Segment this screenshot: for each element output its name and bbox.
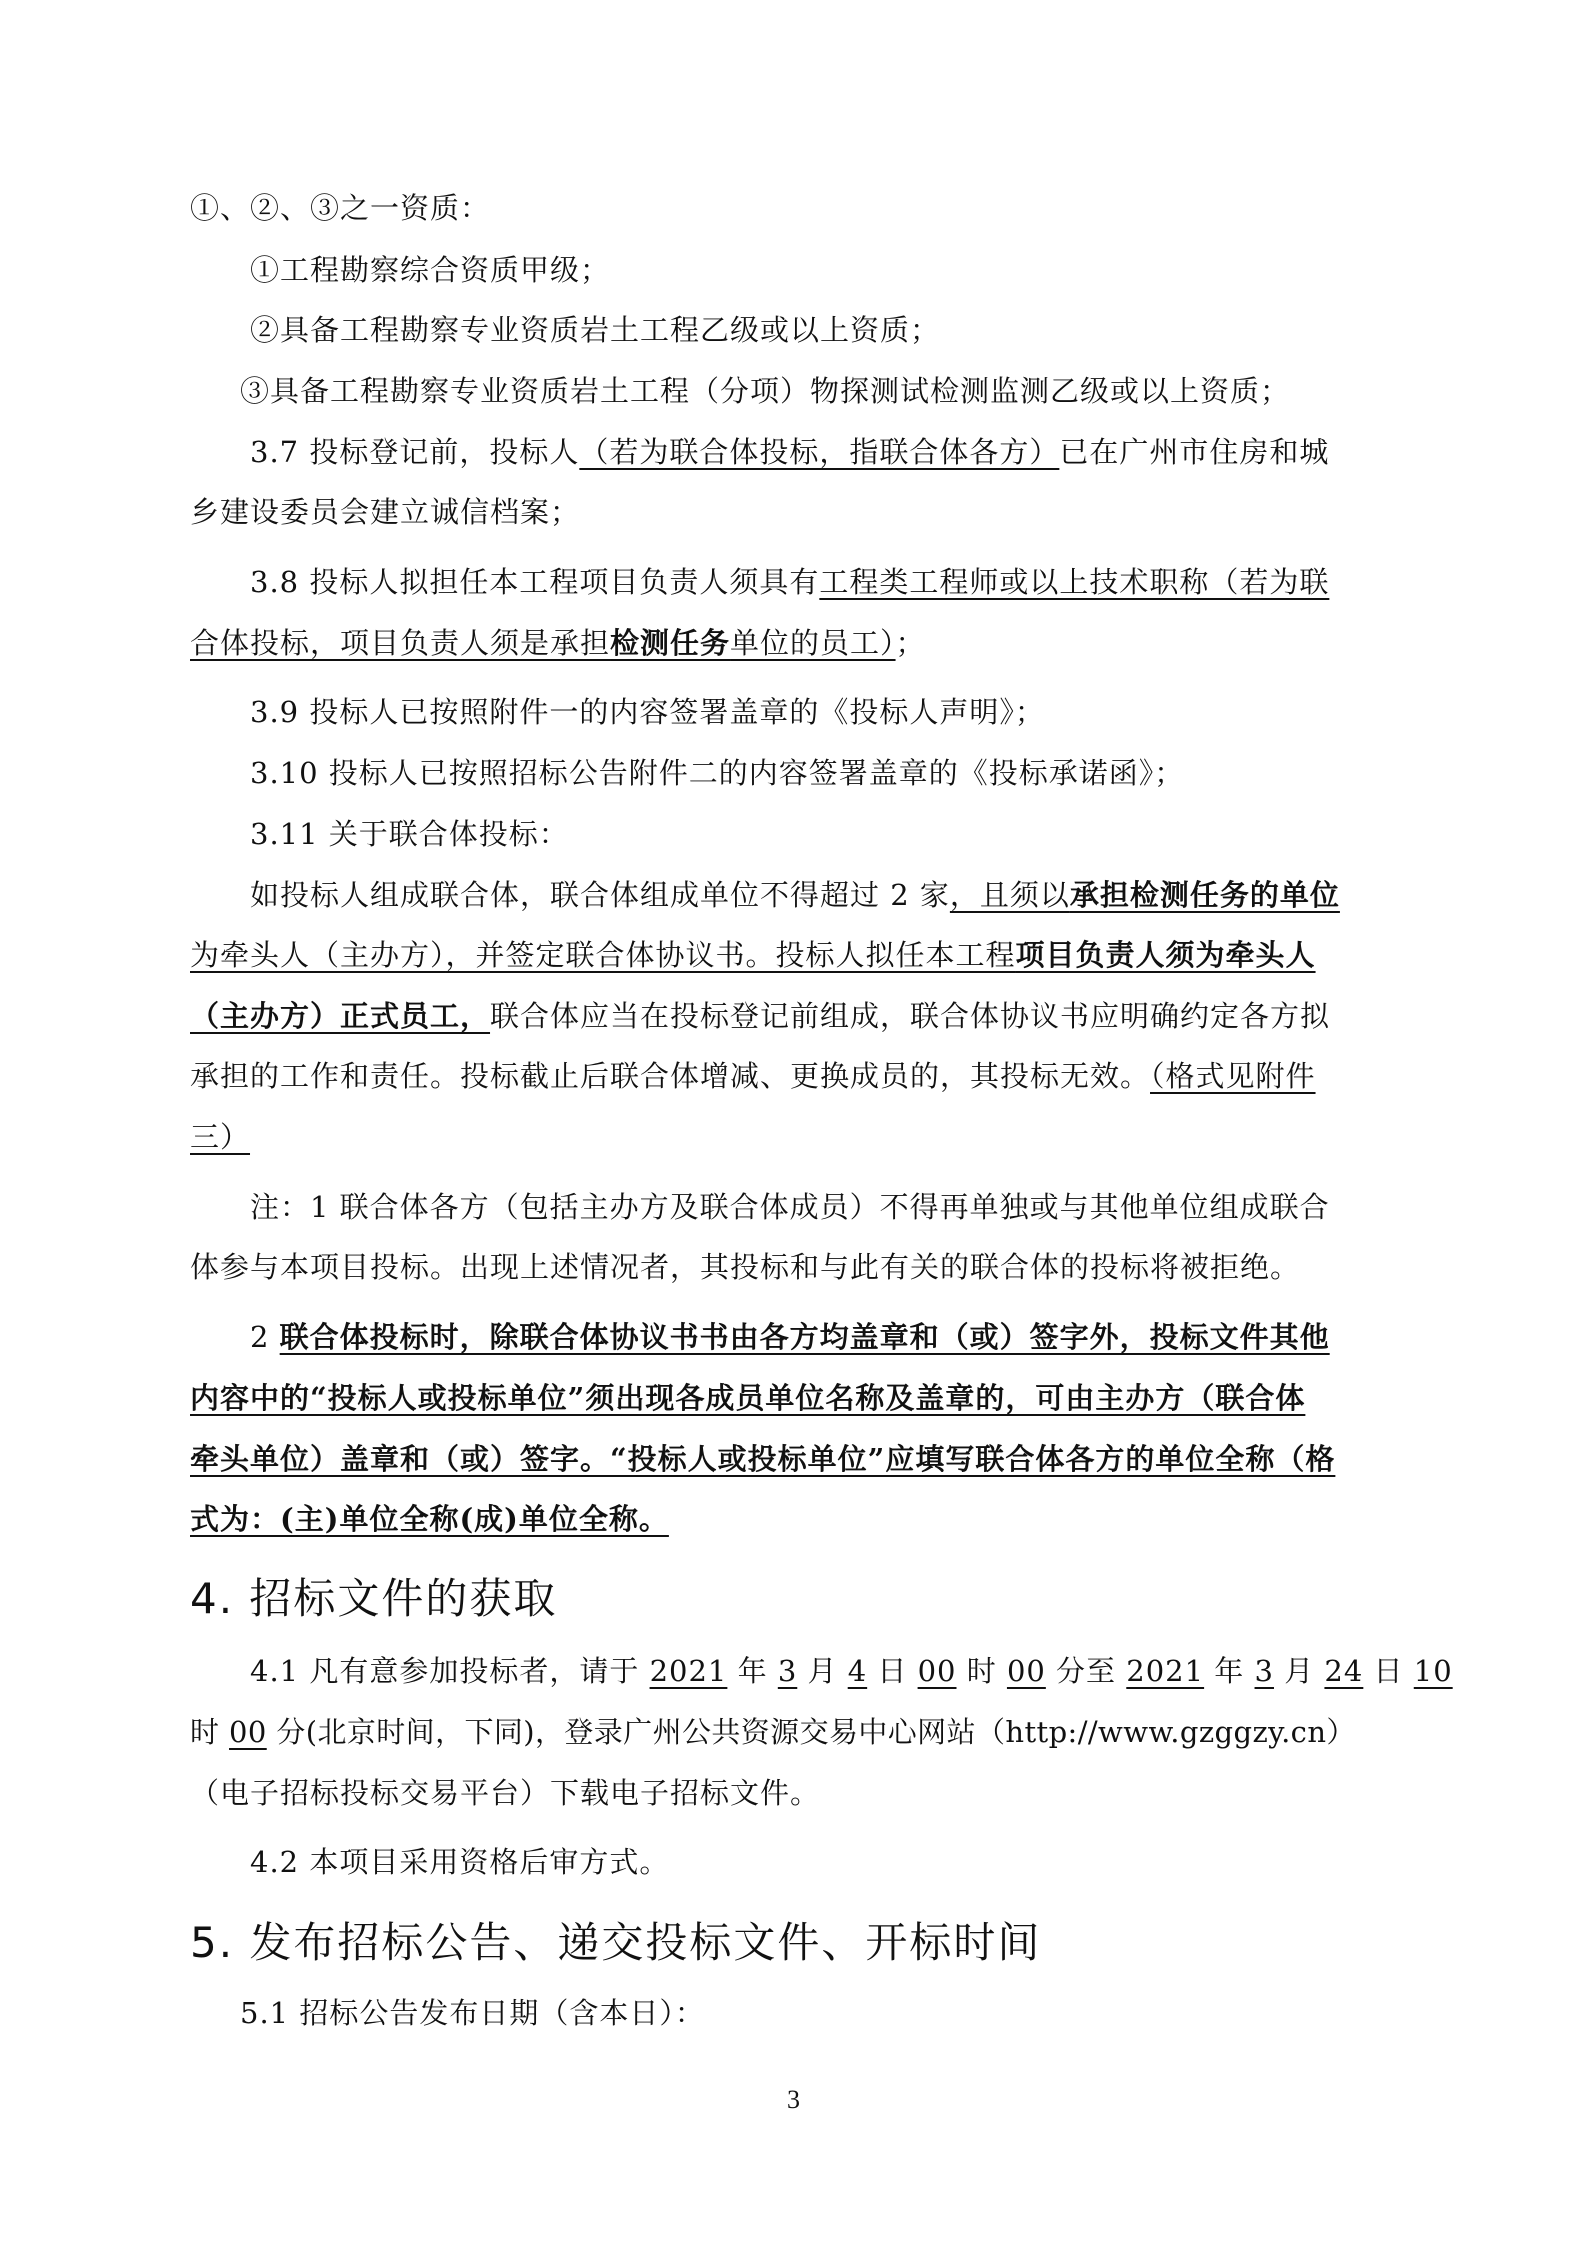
- clause-3-11-l3c: 联合体应当在投标登记前组成，联合体协议书应明确约定各方拟: [490, 999, 1331, 1033]
- c41-m1l: 年: [727, 1654, 778, 1688]
- clause-3-11-line2: [190, 933, 1316, 977]
- clause-3-8-underlined-c: 合体投标，项目负责人须是承担: [190, 626, 611, 660]
- clause-3-8-end: ；: [895, 626, 926, 660]
- c41-m2l: 年: [1204, 1654, 1255, 1688]
- clause-3-8-underlined: 工程类工程师或以上技术职称（若为联: [819, 565, 1330, 599]
- note-2-line3: 牵头单位）盖章和（或）签字。“投标人或投标单位”应填写联合体各方的单位全称（格: [190, 1442, 1336, 1476]
- c41-l2a: 时: [190, 1715, 230, 1749]
- clause-3-11-l3a: （主办方）正式员工: [190, 999, 461, 1033]
- qual-1: ①工程勘察综合资质甲级；: [250, 253, 611, 287]
- note-2-line4: 式为：(主)单位全称(成)单位全称。: [190, 1502, 669, 1536]
- clause-3-11-l4a: 承担的工作和责任。投标截止后联合体增减、更换成员的，其投标无效。: [190, 1059, 1151, 1093]
- qual-2: ②具备工程勘察专业资质岩土工程乙级或以上资质；: [250, 313, 941, 347]
- c41-mi1l: 时: [956, 1654, 1007, 1688]
- c41-to: 分至: [1045, 1654, 1127, 1688]
- c41-h2l: 日: [1363, 1654, 1414, 1688]
- clause-3-7: [250, 430, 1329, 474]
- c41-h2: 10: [1413, 1654, 1453, 1688]
- c41-d1l: 月: [797, 1654, 848, 1688]
- clause-3-11-l5: 三）: [190, 1120, 251, 1154]
- clause-3-8-bold: 检测任务: [610, 626, 731, 660]
- c41-h1: 00: [917, 1654, 957, 1688]
- note-1-line1: 注：1 联合体各方（包括主办方及联合体成员）不得再单独或与其他单位组成联合: [250, 1190, 1330, 1224]
- clause-3-11-l1a: 如投标人组成联合体，联合体组成单位不得超过 2 家: [250, 878, 950, 912]
- clause-3-11-l4b: （格式见附件: [1150, 1059, 1316, 1093]
- clause-3-9: 3.9 投标人已按照附件一的内容签署盖章的《投标人声明》；: [250, 695, 1045, 729]
- clause-3-8-text-a: 3.8 投标人拟担任本工程项目负责人须具有: [250, 565, 820, 599]
- clause-3-8: [250, 560, 1329, 604]
- c41-mi2: 00: [229, 1715, 267, 1749]
- clause-4-1-line2: [190, 1710, 1356, 1754]
- clause-3-11-l1c: 承担检测任务的单位: [1069, 878, 1340, 912]
- note-2-line1: [250, 1315, 1330, 1359]
- clause-3-11-l3b: ，: [460, 999, 491, 1033]
- clause-4-1-line1: [250, 1649, 1453, 1693]
- clause-3-11-l1b: ，且须以: [949, 878, 1070, 912]
- c41-h1l: 日: [867, 1654, 918, 1688]
- clause-4-1-line3: （电子招标投标交易平台）下载电子招标文件。: [190, 1776, 821, 1810]
- clause-3-11-l2a: 为牵头人（主办方）: [190, 938, 446, 972]
- c41-m1: 3: [777, 1654, 798, 1688]
- clause-3-11-line5: [190, 1115, 250, 1159]
- c41-a: 4.1 凡有意参加投标者，请于: [250, 1654, 650, 1688]
- c41-mi1: 00: [1006, 1654, 1046, 1688]
- clause-3-8-cont: [190, 621, 926, 665]
- clause-3-10: 3.10 投标人已按照招标公告附件二的内容签署盖章的《投标承诺函》；: [250, 756, 1185, 790]
- clause-3-7-cont: 乡建设委员会建立诚信档案；: [190, 495, 581, 529]
- clause-3-11-line1: [250, 873, 1340, 917]
- note-2-number: 2: [250, 1320, 280, 1354]
- clause-4-2: 4.2 本项目采用资格后审方式。: [250, 1845, 670, 1879]
- clause-3-11-title: 3.11 关于联合体投标：: [250, 817, 569, 851]
- clause-3-8-underlined-e: 单位的员工）: [730, 626, 896, 660]
- clause-3-7-underlined: （若为联合体投标，指联合体各方）: [579, 435, 1060, 469]
- c41-d1: 4: [847, 1654, 868, 1688]
- c41-l2b: 分(北京时间，下同)，登录广州公共资源交易中心网站（http://www.gzggzy.cn）: [266, 1715, 1356, 1749]
- c41-d2: 24: [1324, 1654, 1364, 1688]
- c41-d2l: 月: [1273, 1654, 1325, 1688]
- clause-3-7-text-a: 3.7 投标登记前，投标人: [250, 435, 580, 469]
- clause-3-11-line3: [190, 994, 1330, 1038]
- c41-y1: 2021: [649, 1654, 728, 1688]
- note-2-line2: 内容中的“投标人或投标单位”须出现各成员单位名称及盖章的，可由主办方（联合体: [190, 1381, 1306, 1415]
- section-5-heading: 5. 发布招标公告、递交投标文件、开标时间: [190, 1918, 1042, 1967]
- page-number: 3: [787, 2085, 800, 2114]
- clause-3-11-line4: [190, 1054, 1316, 1098]
- note-2-l3: 联合体投标时，除联合体协议书书由各方均盖章和（或）签字外，投标文件其他: [279, 1320, 1330, 1354]
- clause-5-1: 5.1 招标公告发布日期（含本日）：: [240, 1996, 705, 2030]
- quals-intro: ①、②、③之一资质：: [190, 191, 491, 225]
- qual-3: ③具备工程勘察专业资质岩土工程（分项）物探测试检测监测乙级或以上资质；: [240, 374, 1291, 408]
- section-4-heading: 4. 招标文件的获取: [190, 1574, 558, 1623]
- clause-3-11-l2c: 项目负责人须为牵头人: [1015, 938, 1316, 972]
- clause-3-7-text-c: 已在广州市住房和城: [1059, 435, 1330, 469]
- clause-3-11-l2b: ，并签定联合体协议书。投标人拟任本工程: [445, 938, 1016, 972]
- c41-m2: 3: [1254, 1654, 1274, 1688]
- note-1-line2: 体参与本项目投标。出现上述情况者，其投标和与此有关的联合体的投标将被拒绝。: [190, 1250, 1301, 1284]
- c41-y2: 2021: [1126, 1654, 1205, 1688]
